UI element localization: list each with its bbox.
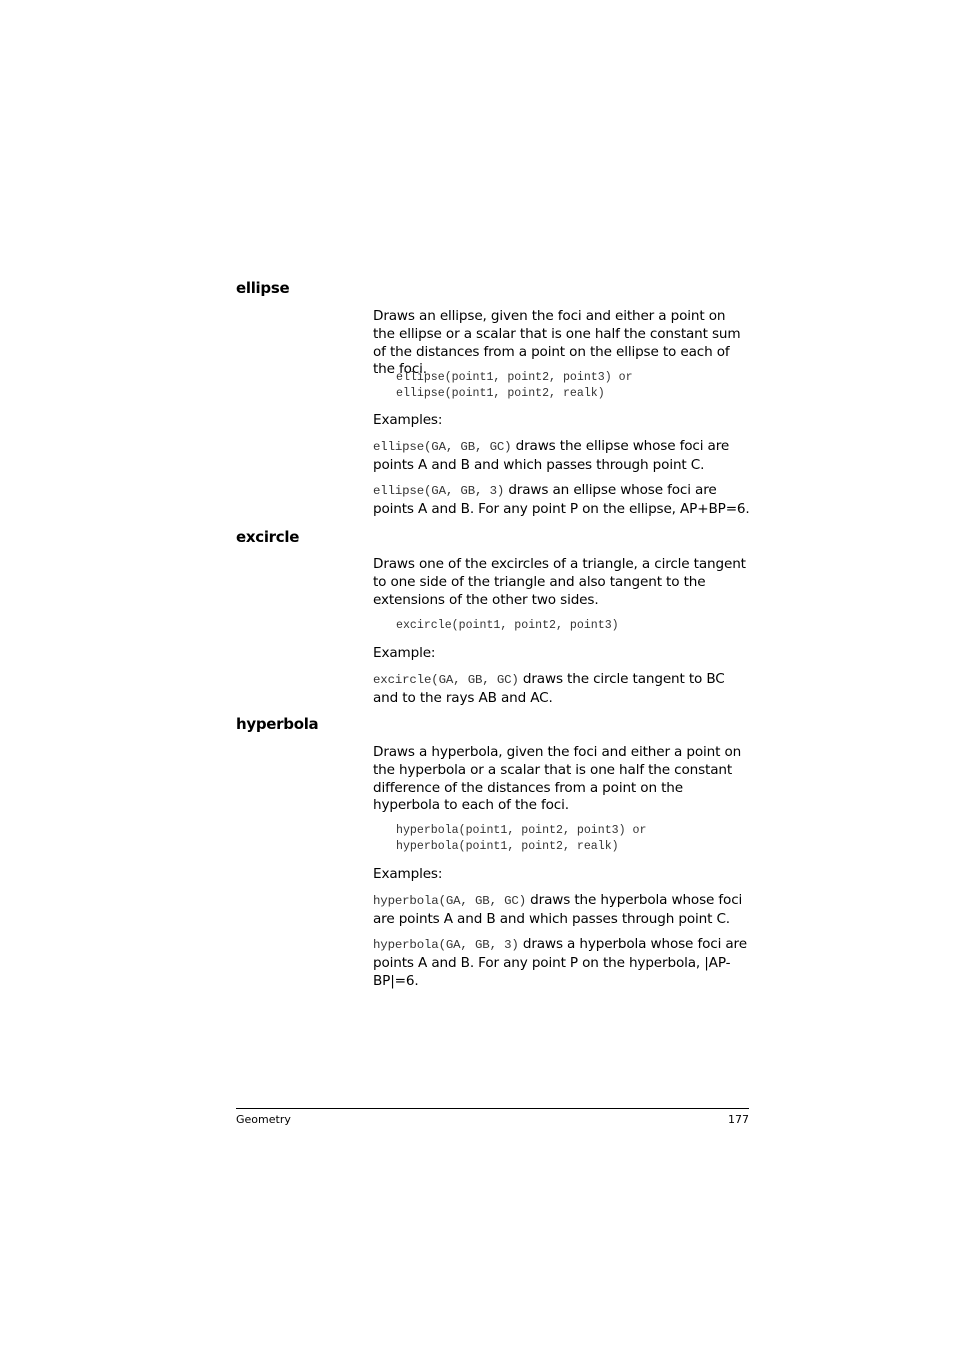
description-text: Draws one of the excircles of a triangle, a circle tangent to one side of the triangle and also tangent to the extensions of the other two sides. (373, 556, 746, 608)
syntax-line: hyperbola(point1, point2, point3) or (396, 824, 647, 837)
section-heading-ellipse: ellipse (236, 279, 290, 297)
example-code: hyperbola(GA, GB, GC) (373, 893, 526, 908)
section-heading-excircle: excircle (236, 528, 300, 546)
syntax-line: excircle(point1, point2, point3) (396, 619, 619, 632)
example-code: hyperbola(GA, GB, 3) (373, 938, 519, 953)
example-item (373, 438, 751, 475)
example-text: draws the ellipse whose foci are points A and B and which passes through point C. (373, 437, 730, 473)
syntax-line: ellipse(point1, point2, point3) or (396, 371, 633, 384)
section-heading-hyperbola: hyperbola (236, 715, 319, 733)
syntax-line: ellipse(point1, point2, realk) (396, 387, 605, 400)
syntax-block-hyperbola (396, 823, 646, 855)
example-code: excircle(GA, GB, GC) (373, 672, 519, 687)
section-description-ellipse (373, 308, 751, 379)
examples-block-excircle (373, 645, 751, 707)
footer-page-number: 177 (728, 1113, 749, 1126)
section-description-hyperbola (373, 744, 751, 815)
example-code: ellipse(GA, GB, 3) (373, 484, 505, 499)
example-text: draws the hyperbola whose foci are points A and B and which passes through point C. (373, 891, 743, 927)
example-item (373, 936, 751, 990)
footer-divider (236, 1108, 749, 1109)
examples-label: Examples: (373, 866, 443, 882)
example-text: draws an ellipse whose foci are points A and B. For any point P on the ellipse, AP+BP=6. (373, 482, 750, 518)
examples-block-ellipse (373, 412, 751, 519)
syntax-block-ellipse (396, 370, 633, 402)
example-code: ellipse(GA, GB, GC) (373, 439, 512, 454)
example-text: draws a hyperbola whose foci are points A and B. For any point P on the hyperbola, |AP-BP|=6. (373, 936, 747, 989)
description-text: Draws an ellipse, given the foci and either a point on the ellipse or a scalar that is one half the constant sum of the distances from a point on the ellipse to each of the foci. (373, 308, 741, 378)
examples-label: Examples: (373, 412, 443, 428)
syntax-line: hyperbola(point1, point2, realk) (396, 840, 619, 853)
examples-label: Example: (373, 645, 436, 661)
example-text: draws the circle tangent to BC and to the rays AB and AC. (373, 670, 725, 706)
examples-block-hyperbola (373, 866, 751, 991)
footer-chapter: Geometry (236, 1113, 291, 1126)
section-description-excircle (373, 556, 751, 609)
example-item (373, 892, 751, 929)
syntax-block-excircle (396, 618, 619, 634)
example-item (373, 482, 751, 519)
description-text: Draws a hyperbola, given the foci and either a point on the hyperbola or a scalar that is one half the constant difference of the distances from a point on the hyperbola to each of the foci. (373, 744, 742, 814)
example-item (373, 671, 751, 708)
